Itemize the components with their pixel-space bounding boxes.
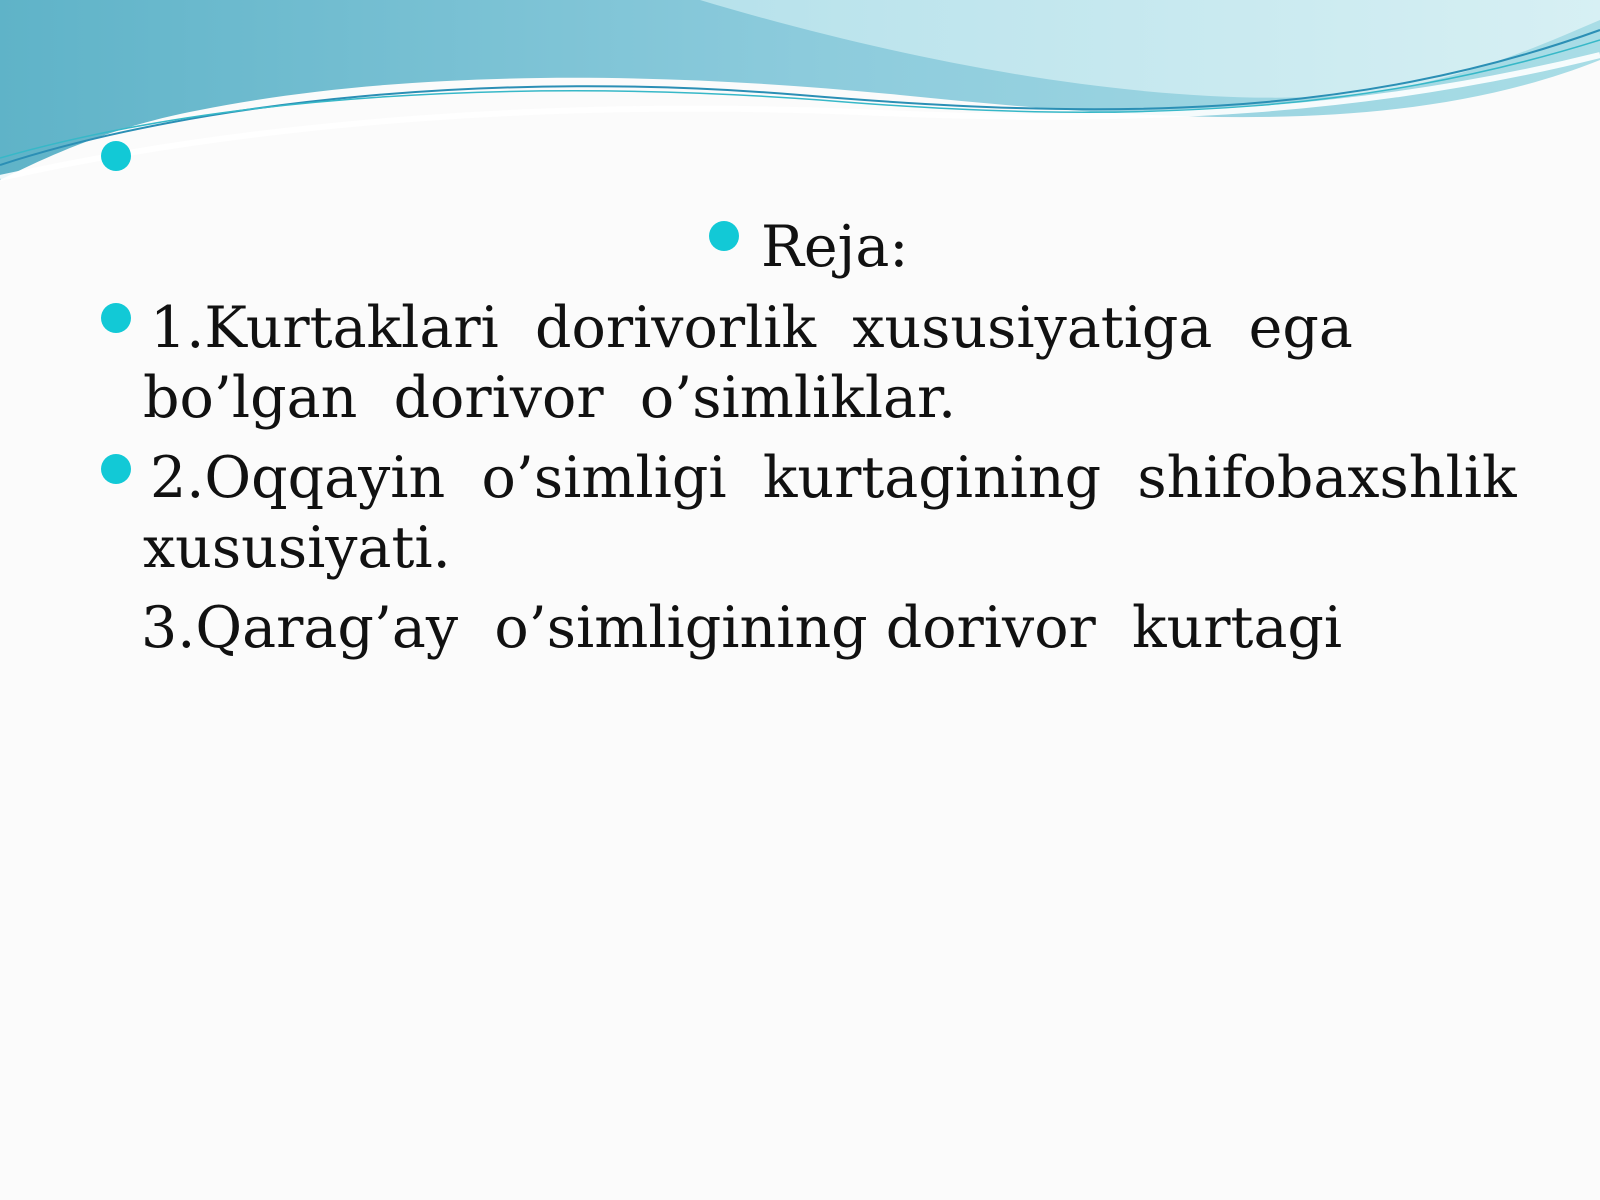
bullet-dot-icon xyxy=(101,141,131,171)
bullet-dot-icon xyxy=(101,454,131,484)
bullet-dot-icon xyxy=(709,221,739,251)
list-item-1-line-2: bo’lgan dorivor o’simliklar. xyxy=(143,365,957,431)
list-item-2-line-2: xususiyati. xyxy=(143,515,451,581)
bullet-dot-icon xyxy=(101,303,131,333)
list-item-1-line-1: 1.Kurtaklari dorivorlik xususiyatiga ega xyxy=(150,295,1353,361)
header-wave-decoration xyxy=(0,0,1600,190)
heading-reja: Reja: xyxy=(761,214,909,280)
list-item-3: 3.Qarag’ay o’simligining dorivor kurtagi xyxy=(141,595,1343,661)
list-item-2-line-1: 2.Oqqayin o’simligi kurtagining shifobaxshlik xyxy=(150,445,1517,511)
